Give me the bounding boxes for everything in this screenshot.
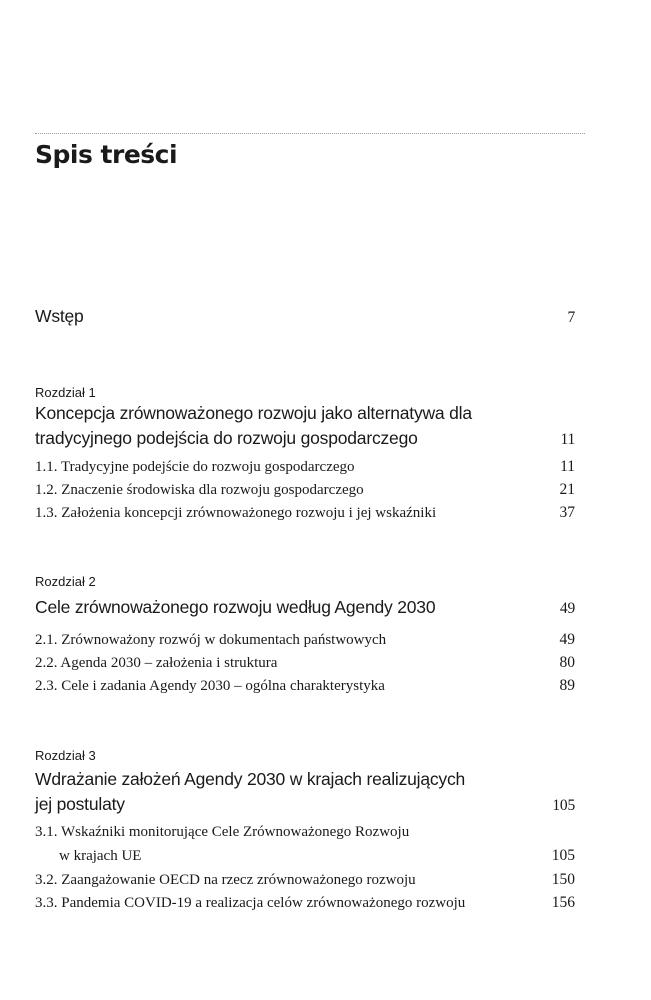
page-number: 105 xyxy=(552,797,575,814)
toc-section: 3.1. Wskaźniki monitorujące Cele Zrównoważonego Rozwoju xyxy=(35,824,410,840)
chapter-title-entry xyxy=(35,794,575,815)
section-title: w krajach UE xyxy=(59,848,142,864)
entry-label: Wstęp xyxy=(35,306,84,326)
page-number: 105 xyxy=(551,847,575,864)
chapter-label: Rozdział 2 xyxy=(35,574,96,589)
section-title: 2.1. Zrównoważony rozwój w dokumentach państwowych xyxy=(35,632,387,648)
page-number: 49 xyxy=(559,600,575,617)
toc-section xyxy=(35,678,575,695)
page-number: 37 xyxy=(559,504,575,521)
chapter-title-entry xyxy=(35,597,575,618)
page-number: 156 xyxy=(551,894,575,911)
chapter-title-entry xyxy=(35,428,575,449)
page-number: 49 xyxy=(559,631,575,648)
toc-section xyxy=(35,655,575,672)
chapter-label: Rozdział 1 xyxy=(35,385,96,400)
section-title: 3.2. Zaangażowanie OECD na rzecz zrównoważonego rozwoju xyxy=(35,872,416,888)
chapter-title: Koncepcja zrównoważonego rozwoju jako alternatywa dla xyxy=(35,403,472,423)
page-title: Spis treści xyxy=(35,140,178,169)
toc-section xyxy=(35,505,575,522)
toc-section xyxy=(35,895,575,912)
chapter-title: tradycyjnego podejścia do rozwoju gospodarczego xyxy=(35,428,418,448)
page-number: 11 xyxy=(560,458,575,475)
toc-section xyxy=(35,459,575,476)
section-title: 2.2. Agenda 2030 – założenia i struktura xyxy=(35,655,278,671)
chapter-label: Rozdział 3 xyxy=(35,748,96,763)
page-number: 150 xyxy=(551,871,575,888)
toc-section xyxy=(35,848,575,865)
header-rule xyxy=(35,133,585,134)
section-title: 1.1. Tradycyjne podejście do rozwoju gospodarczego xyxy=(35,459,355,475)
section-title: 1.3. Założenia koncepcji zrównoważonego rozwoju i jej wskaźniki xyxy=(35,505,437,521)
chapter-title: Wdrażanie założeń Agendy 2030 w krajach realizujących xyxy=(35,769,466,789)
page-number: 89 xyxy=(559,677,575,694)
chapter-title: Cele zrównoważonego rozwoju według Agendy 2030 xyxy=(35,597,436,617)
section-title: 1.2. Znaczenie środowiska dla rozwoju gospodarczego xyxy=(35,482,364,498)
page-number: 7 xyxy=(567,309,575,326)
toc-section xyxy=(35,632,575,649)
chapter-title: jej postulaty xyxy=(35,794,125,814)
toc-section xyxy=(35,872,575,889)
section-title: 3.3. Pandemia COVID-19 a realizacja celów zrównoważonego rozwoju xyxy=(35,895,466,911)
page-number: 11 xyxy=(560,431,575,448)
toc-section xyxy=(35,482,575,499)
section-title: 2.3. Cele i zadania Agendy 2030 – ogólna charakterystyka xyxy=(35,678,385,694)
toc-entry-intro xyxy=(35,306,575,327)
page-number: 21 xyxy=(559,481,575,498)
page-number: 80 xyxy=(559,654,575,671)
